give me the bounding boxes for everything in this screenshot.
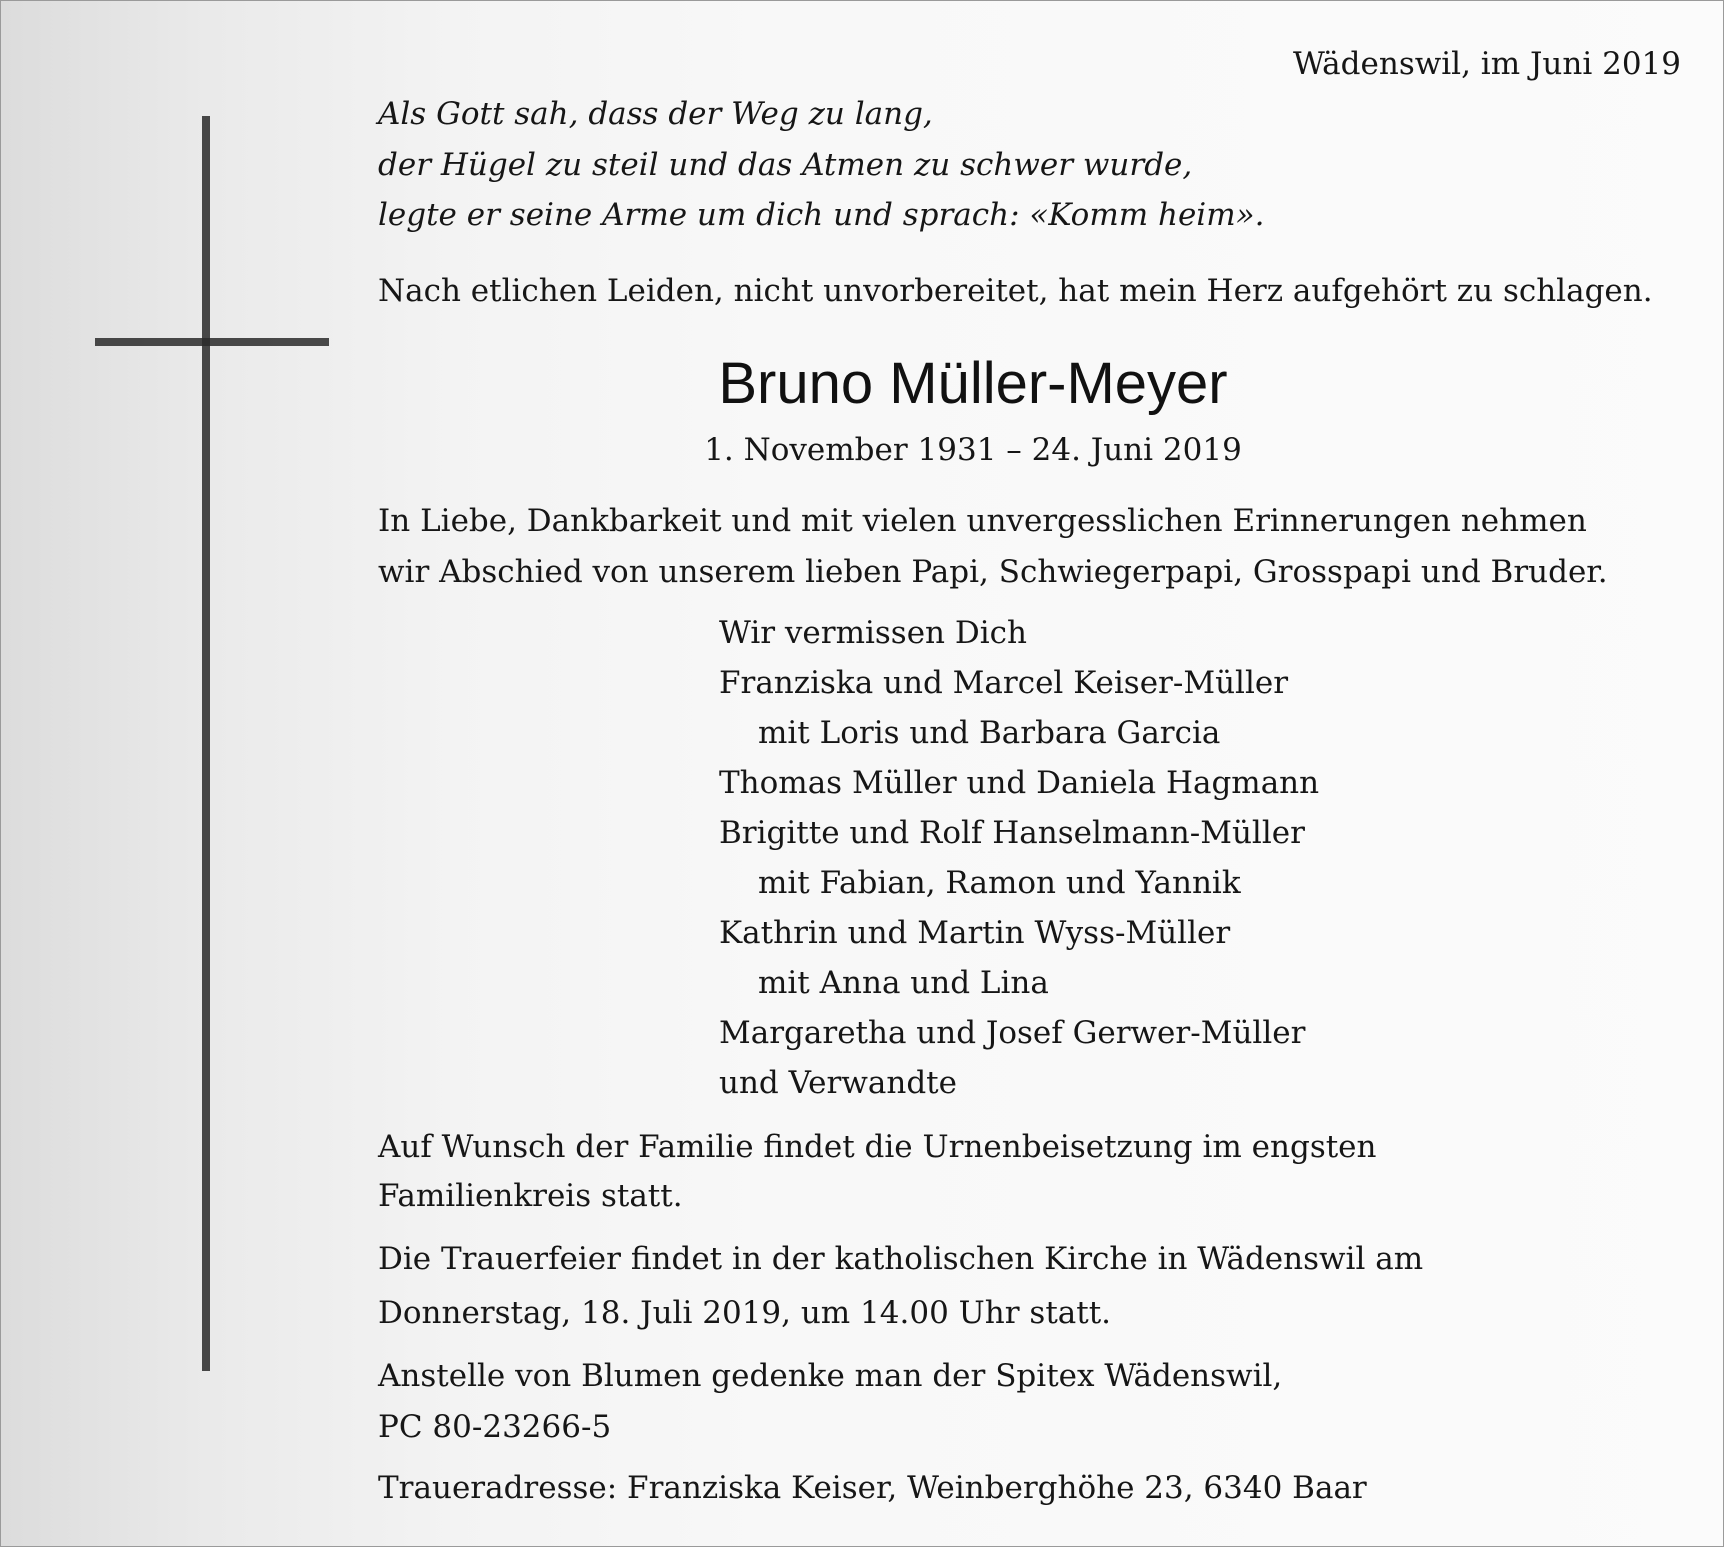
condolence-address: Traueradresse: Franziska Keiser, Weinberghöhe 23, 6340 Baar <box>378 1470 1367 1506</box>
farewell-line: In Liebe, Dankbarkeit und mit vielen unvergesslichen Erinnerungen nehmen <box>378 503 1587 539</box>
donation-line: PC 80-23266-5 <box>378 1409 612 1445</box>
mourner-line: Franziska und Marcel Keiser-Müller <box>719 665 1289 701</box>
cross-icon-horizontal <box>95 338 329 346</box>
cross-icon-vertical <box>202 116 210 1371</box>
farewell-line: wir Abschied von unserem lieben Papi, Schwiegerpapi, Grosspapi und Bruder. <box>378 554 1608 590</box>
mourner-line: Brigitte und Rolf Hanselmann-Müller <box>719 815 1305 851</box>
burial-line: Auf Wunsch der Familie findet die Urnenbeisetzung im engsten <box>378 1129 1377 1165</box>
mourner-line: Wir vermissen Dich <box>719 615 1027 651</box>
service-line: Donnerstag, 18. Juli 2019, um 14.00 Uhr statt. <box>378 1295 1112 1331</box>
mourner-line: Kathrin und Martin Wyss-Müller <box>719 915 1231 951</box>
lifespan-dates: 1. November 1931 – 24. Juni 2019 <box>704 432 1242 468</box>
service-line: Die Trauerfeier findet in der katholischen Kirche in Wädenswil am <box>378 1241 1424 1277</box>
mourner-line: mit Fabian, Ramon und Yannik <box>758 865 1241 901</box>
mourner-line: mit Anna und Lina <box>758 965 1049 1001</box>
poem-line: der Hügel zu steil und das Atmen zu schwer wurde, <box>378 147 1193 183</box>
mourner-line: Margaretha und Josef Gerwer-Müller <box>719 1015 1306 1051</box>
intro-text: Nach etlichen Leiden, nicht unvorbereitet, hat mein Herz aufgehört zu schlagen. <box>378 273 1653 309</box>
burial-line: Familienkreis statt. <box>378 1178 683 1214</box>
mourner-line: Thomas Müller und Daniela Hagmann <box>719 765 1320 801</box>
poem-line: Als Gott sah, dass der Weg zu lang, <box>378 96 933 132</box>
poem-line: legte er seine Arme um dich und sprach: «Komm heim». <box>378 197 1265 233</box>
deceased-name: Bruno Müller-Meyer <box>718 351 1228 416</box>
donation-line: Anstelle von Blumen gedenke man der Spitex Wädenswil, <box>378 1358 1283 1394</box>
place-date: Wädenswil, im Juni 2019 <box>1293 46 1681 82</box>
mourner-line: mit Loris und Barbara Garcia <box>758 715 1221 751</box>
mourner-line: und Verwandte <box>719 1065 957 1101</box>
